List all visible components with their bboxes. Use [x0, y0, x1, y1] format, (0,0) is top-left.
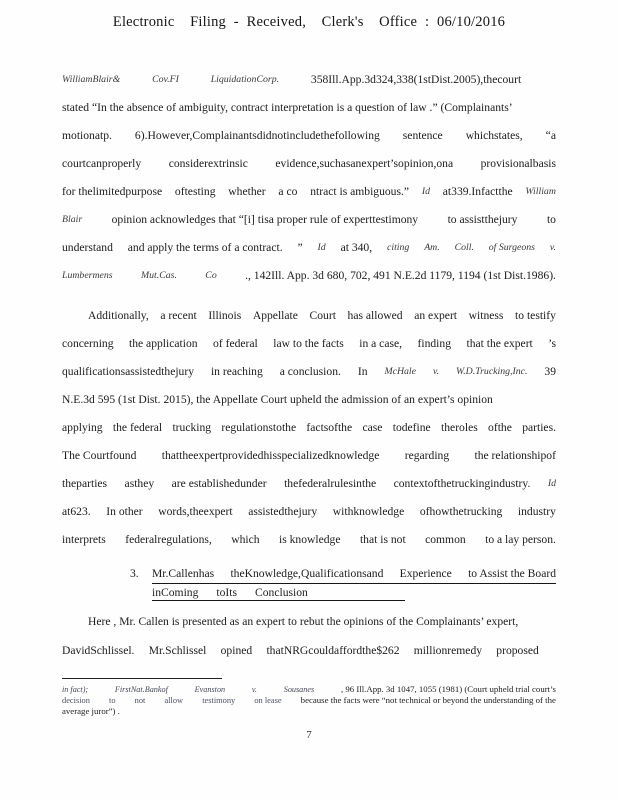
text-segment: In [357, 365, 368, 378]
text-segment: thattheexpertprovidedhisspecializedknowledge [161, 449, 380, 462]
text-segment: an expert [414, 309, 458, 322]
text-segment: to [546, 213, 556, 226]
text-segment: regulationstothe [221, 421, 297, 434]
footnote-lines [62, 684, 556, 718]
text-segment: considerextrinsic [168, 157, 248, 170]
text-segment: v. [549, 242, 556, 253]
text-segment: to a lay person. [485, 533, 556, 546]
text-segment: Mut.Cas. [140, 270, 177, 281]
text-segment: Sousanes [283, 685, 315, 694]
text-segment: ’s [548, 337, 556, 350]
text-segment: toIts [216, 586, 238, 599]
heading-text [152, 566, 556, 601]
text-line [62, 526, 556, 554]
text-segment: thefederalrulesinthe [284, 477, 377, 490]
filing-header-title: Electronic Filing - Received, Clerk's Office : 06/10/2016 [112, 14, 506, 30]
footnote [62, 678, 556, 718]
text-segment: thatNRGcouldaffordthe$262 [266, 644, 400, 657]
text-segment: sentence [402, 129, 443, 142]
text-segment: WilliamBlair& [62, 74, 121, 85]
text-segment: Blair [62, 214, 83, 225]
text-line [62, 636, 556, 665]
text-segment: in reaching [210, 365, 263, 378]
text-segment: v. [251, 685, 257, 694]
text-segment: opinion acknowledges that “[i] tisa proper rule of experttestimony [111, 213, 419, 226]
text-segment: v. [432, 366, 440, 377]
text-segment: assistedthejury [248, 505, 318, 518]
text-segment: words,theexpert [158, 505, 233, 518]
text-line [62, 66, 556, 94]
text-segment: Court [309, 309, 336, 322]
text-segment: not [134, 696, 146, 706]
text-segment: proposed [496, 644, 539, 657]
text-segment: a co [278, 185, 298, 198]
text-segment: average juror”) . [62, 706, 120, 717]
text-segment: 358Ill.App.3d324,338(1stDist.2005),thecourt [310, 73, 522, 86]
text-segment: Id [317, 242, 326, 253]
heading-line-1 [152, 566, 556, 584]
text-segment: Id [547, 478, 556, 489]
text-segment: at623. [62, 505, 91, 518]
text-segment: contextofthetruckingindustry. [393, 477, 531, 490]
document-body [62, 66, 556, 677]
text-segment: finding [417, 337, 451, 350]
text-segment: whichstates, [465, 129, 523, 142]
text-segment: are establishedunder [171, 477, 267, 490]
text-segment: allow [164, 696, 184, 706]
text-line [62, 122, 556, 150]
text-segment: William [525, 186, 556, 197]
text-segment: in a case, [359, 337, 403, 350]
text-line [62, 706, 556, 717]
text-segment: which [231, 533, 260, 546]
text-segment: The Courtfound [62, 449, 137, 462]
text-segment: because the facts were “not technical or beyond the understanding of the [300, 695, 556, 706]
text-segment: stated “In the absence of ambiguity, contract interpretation is a question of law .” (Complainants’ [62, 101, 513, 114]
text-segment: withknowledge [332, 505, 405, 518]
text-segment: Appellate [252, 309, 298, 322]
text-segment: courtcanproperly [62, 157, 142, 170]
text-segment: theKnowledge,Qualificationsand [230, 567, 384, 580]
text-segment: 6).However,Complainantsdidnotincludethefollowing [134, 129, 380, 142]
text-segment: and apply the terms of a contract. [127, 241, 283, 254]
text-segment: understand [62, 241, 113, 254]
text-segment: Here , Mr. Callen is presented as an expert to rebut the opinions of the Complainants’ expert, [88, 615, 519, 628]
text-segment: industry [517, 505, 556, 518]
text-segment: Conclusion [255, 586, 308, 599]
text-segment: ” [297, 241, 303, 254]
paragraph [62, 607, 556, 665]
text-line [62, 262, 556, 290]
text-line [62, 470, 556, 498]
text-segment: Am. [424, 242, 440, 253]
text-segment: 39 [544, 365, 556, 378]
text-segment: in fact); [62, 685, 89, 694]
text-line [62, 684, 556, 695]
text-line [62, 330, 556, 358]
text-segment: is knowledge [279, 533, 341, 546]
text-segment: to testify [515, 309, 556, 322]
text-segment: to [109, 696, 116, 706]
text-line [62, 498, 556, 526]
text-segment: oftesting [174, 185, 216, 198]
text-segment: on lease [254, 696, 282, 706]
heading-line-2 [152, 584, 405, 601]
text-segment: concerning [62, 337, 114, 350]
text-segment: theparties [62, 477, 108, 490]
text-segment: citing [387, 242, 410, 253]
text-segment: “a [545, 129, 556, 142]
section-heading [130, 566, 556, 601]
text-segment: Mr.Schlissel [148, 644, 207, 657]
text-segment: a recent [160, 309, 197, 322]
text-line [62, 206, 556, 234]
text-segment: at 340, [340, 241, 373, 254]
page-number: 7 [306, 729, 312, 741]
heading-number: 3. [130, 567, 139, 580]
text-segment: law to the facts [273, 337, 344, 350]
text-line [62, 414, 556, 442]
text-segment: parties. [522, 421, 556, 434]
text-segment: Lumbermens [62, 270, 113, 281]
text-segment: FirstNat.Bankof [114, 685, 168, 694]
text-segment: ., 142Ill. App. 3d 680, 702, 491 N.E.2d 1179, 1194 (1st Dist.1986). [245, 269, 556, 282]
text-segment: of Surgeons [488, 242, 535, 253]
text-segment: qualificationsassistedthejury [62, 365, 195, 378]
text-line [62, 695, 556, 706]
text-segment: to assistthejury [447, 213, 518, 226]
text-segment: to Assist the Board [468, 567, 556, 580]
text-line [62, 94, 556, 122]
text-segment: a conclusion. [279, 365, 341, 378]
text-segment: common [425, 533, 466, 546]
text-segment: regarding [404, 449, 450, 462]
text-segment: provisionalbasis [480, 157, 556, 170]
text-line [62, 234, 556, 262]
text-line [62, 358, 556, 386]
text-segment: Cov.FI [152, 74, 179, 85]
text-segment: millionremedy [413, 644, 483, 657]
text-line [62, 607, 556, 636]
text-segment: In other [106, 505, 143, 518]
text-segment [553, 636, 556, 665]
text-segment: Mr.Callenhas [152, 567, 215, 580]
text-segment: the relationshipof [474, 449, 556, 462]
text-segment: the application [128, 337, 198, 350]
text-segment: motionatp. [62, 129, 112, 142]
text-segment [553, 66, 556, 94]
text-segment: witness [468, 309, 504, 322]
text-segment: Experience [399, 567, 452, 580]
text-segment: has allowed [347, 309, 403, 322]
text-segment: N.E.3d 595 (1st Dist. 2015), the Appellate Court upheld the admission of an expert’s opinion [62, 393, 493, 406]
text-line [62, 442, 556, 470]
text-segment: Additionally, [88, 309, 149, 322]
text-segment: todefine [392, 421, 431, 434]
text-segment: Illinois [208, 309, 242, 322]
paragraph [62, 66, 556, 290]
text-segment: testimony [202, 696, 236, 706]
text-segment: case [362, 421, 383, 434]
text-segment: Evanston [194, 685, 226, 694]
text-segment: ofthe [488, 421, 512, 434]
text-line [62, 386, 556, 414]
text-segment: at339.Infactthe [442, 185, 513, 198]
text-segment: Id [421, 186, 430, 197]
text-segment: of federal [213, 337, 258, 350]
text-segment: for thelimitedpurpose [62, 185, 163, 198]
text-segment: theroles [441, 421, 478, 434]
text-segment: ntract is ambiguous.” [310, 185, 410, 198]
text-segment: that the expert [466, 337, 533, 350]
text-segment: asthey [124, 477, 155, 490]
text-segment: McHale [384, 366, 417, 377]
text-line [62, 150, 556, 178]
text-segment: Coll. [454, 242, 474, 253]
text-segment: trucking [172, 421, 212, 434]
text-line [62, 302, 556, 330]
text-segment: decision [62, 696, 90, 706]
text-segment: Co [205, 270, 217, 281]
text-segment: federalregulations, [125, 533, 212, 546]
text-segment: whether [228, 185, 266, 198]
text-segment: DavidSchlissel. [62, 644, 135, 657]
text-segment: applying [62, 421, 103, 434]
text-segment: LiquidationCorp. [210, 74, 280, 85]
text-segment: interprets [62, 533, 106, 546]
text-segment: ofhowthetrucking [419, 505, 503, 518]
text-segment: , 96 Ill.App. 3d 1047, 1055 (1981) (Court upheld trial court’s [340, 684, 556, 694]
text-segment: opined [220, 644, 253, 657]
paragraph [62, 302, 556, 554]
text-segment: the federal [112, 421, 163, 434]
text-segment: inComing [152, 586, 199, 599]
text-line [62, 178, 556, 206]
text-segment: evidence,suchasanexpert’sopinion,ona [275, 157, 454, 170]
footnote-separator-rule [62, 678, 222, 679]
text-segment: factsofthe [306, 421, 353, 434]
text-segment: that is not [359, 533, 406, 546]
text-segment: W.D.Trucking,Inc. [455, 366, 528, 377]
